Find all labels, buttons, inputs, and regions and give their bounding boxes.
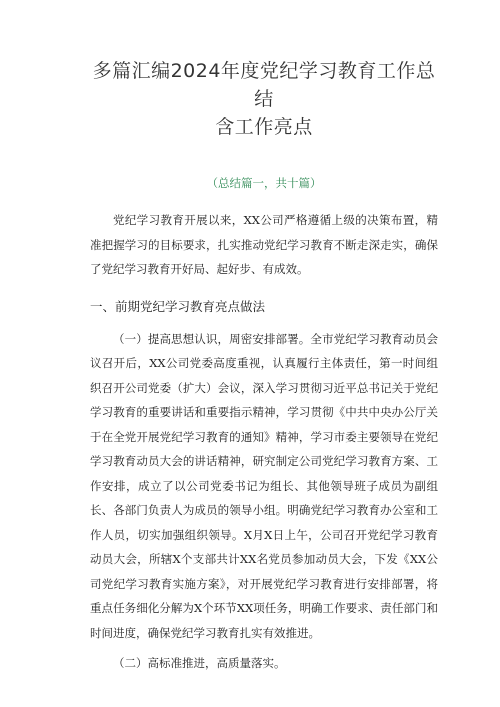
document-title: [90, 57, 438, 141]
item-paragraph-2: （二）高标准推进，高质量落实。: [113, 656, 286, 670]
title-line-2: 含工作亮点: [215, 116, 313, 138]
document-subtitle: （总结篇一，共十篇）: [206, 176, 322, 190]
title-line-1: 多篇汇编2024年度党纪学习教育工作总结: [92, 60, 436, 110]
section-heading: 一、前期党纪学习教育亮点做法: [90, 298, 266, 314]
item-paragraph-1: （一）提高思想认识，周密安排部署。全市党纪学习教育动员会议召开后，XX公司党委高度重视，认真履行主体责任，第一时间组织召开公司党委（扩大）会议，深入学习贯彻习近平总书记关于党纪学习教育的重要讲话和重要指示精神，学习贯彻《中共中央办公厅关于在全党开展党纪学习教育的通知》精神，学习市委主要领导在党纪学习教育动员大会的讲话精神，研究制定公司党纪学习教育方案、工作安排，成立了以公司党委书记为组长、其他领导班子成员为副组长、各部门负责人为成员的领导小组。明确党纪学习教育办公室和工作人员，切实加强组织领导。X月X日上午，公司召开党纪学习教育动员大会，所辖X个支部共计XX名党员参加动员大会，下发《XX公司党纪学习教育实施方案》，对开展党纪学习教育进行安排部署，将重点任务细化分解为X个环节XX项任务，明确工作要求、责任部门和时间进度，确保党纪学习教育扎实有效推进。: [90, 331, 438, 640]
intro-paragraph: 党纪学习教育开展以来，XX公司严格遵循上级的决策布置，精准把握学习的目标要求，扎实推动党纪学习教育不断走深走实，确保了党纪学习教育开好局、起好步、有成效。: [90, 213, 438, 276]
